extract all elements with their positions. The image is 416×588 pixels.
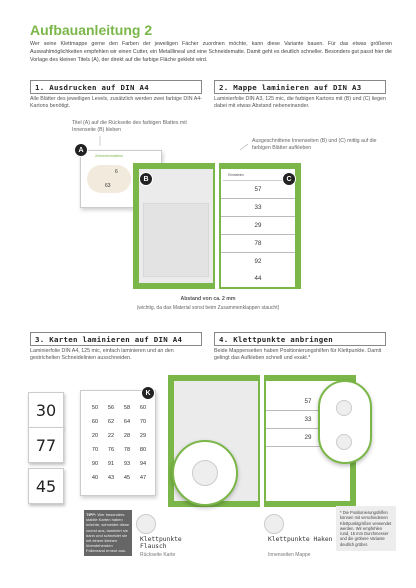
number-row: 57 — [221, 181, 295, 199]
number-row: 29 — [266, 429, 350, 447]
grid-row — [87, 471, 151, 485]
grid-row — [87, 457, 151, 471]
velcro-hook-icon — [264, 514, 284, 534]
gap-label: Abstand von ca. 2 mm — [180, 296, 236, 302]
callout-title-a: Titel (A) auf die Rückseite des farbigen Blattes mit Innenseite (B) kleben — [72, 120, 187, 133]
velcro-soft-sub: Rückseite Karte — [140, 552, 176, 558]
step3-heading: 3. Karten laminieren auf DIN A4 — [30, 332, 202, 346]
step4-desc: Beide Mappenseiten haben Positionierungshilfen für Klettpunkte. Damit gelingt das Aufkleben schnell und exakt.* — [214, 348, 382, 362]
step3-desc: Laminierfolie DIN A4, 125 mic, einfach laminieren und an den gestrichelten Schneidelinien ausschneiden. — [30, 348, 174, 362]
fold-gap-2 — [260, 375, 264, 507]
grid-cell: 70 — [91, 447, 99, 453]
step2-desc: Laminierfolie DIN A3, 125 mic, die farbigen Kartons mit (B) und (C) liegen dabei mit etwas Abstand nebeneinander. — [214, 96, 386, 110]
badge-b: B — [139, 172, 153, 186]
grid-cell: 90 — [91, 461, 99, 467]
velcro-hook-label: Klettpunkte Haken — [268, 536, 333, 543]
tip-label: TIPP: — [86, 512, 97, 517]
grid-row — [87, 401, 151, 415]
velcro-hook-sub: Innenseiten Mappe — [268, 552, 311, 558]
grid-row — [87, 415, 151, 429]
zoom-circle-right — [318, 380, 372, 464]
grid-cell: 29 — [139, 433, 147, 439]
grid-row — [87, 443, 151, 457]
badge-a: A — [74, 143, 88, 157]
folder-left-panel — [139, 169, 213, 283]
cloud-number-2: 63 — [105, 183, 111, 189]
grid-cell: 43 — [107, 475, 115, 481]
velcro-dot-icon — [336, 434, 352, 450]
grid-cell: 28 — [123, 433, 131, 439]
number-card: 45 — [28, 468, 64, 504]
grid-cell: 64 — [123, 419, 131, 425]
grid-cell: 62 — [107, 419, 115, 425]
grid-cell: 20 — [91, 433, 99, 439]
pocket-outline — [143, 203, 209, 277]
cloud-number-1: 6 — [115, 169, 118, 175]
step1-heading: 1. Ausdrucken auf DIN A4 — [30, 80, 202, 94]
page-title: Aufbauanleitung 2 — [30, 22, 153, 38]
header-label: Einmaleins — [228, 173, 244, 177]
callout-inner-bc: Ausgeschnittene Innenseiten (B) und (C) mittig auf die farbigen Blätter aufkleben — [252, 138, 377, 151]
footnote-box: * Die Positionierungshilfen können mit verschiedenen Klettpunktgrößen verwendet werden. Wir empfehlen rund, 15 mm Durchmesser und die gröbere Variante deutlich gröber. — [336, 506, 396, 551]
grid-cell: 60 — [91, 419, 99, 425]
gap-note: (wichtig, da das Material sonst beim Zusammenklappen staucht) — [136, 305, 280, 311]
number-row: 44 — [221, 269, 295, 287]
grid-cell: 56 — [107, 405, 115, 411]
number-row: 78 — [221, 235, 295, 253]
grid-cell: 94 — [139, 461, 147, 467]
grid-cell: 60 — [139, 405, 147, 411]
velcro-soft-icon — [136, 514, 156, 534]
title-card-text: Zehnereinmaleins — [95, 154, 123, 158]
answer-sheet-k — [80, 390, 156, 496]
number-row: 33 — [266, 411, 350, 429]
step1-desc: Alle Blätter des jeweiligen Levels, zusätzlich werden zwei farbige DIN A4-Kartons benötigt. — [30, 96, 202, 110]
intro-text: Wer seine Klettmappe gerne den Farben der jeweiligen Fächer zuordnen möchte, kann diese Variante bauen. Für das etwas größeren Auswahlmöglichkeiten empfehlen wir einen Cutter, ein Metalllineal und eine Schneidematte. Damit geht es deutlich schneller. Besonders gut passt hier die Vorlage des kleinen Titels (A), der direkt auf die farbige Fläche geklebt wird. — [30, 41, 392, 64]
grid-row — [87, 429, 151, 443]
answer-grid — [87, 401, 151, 485]
fold-gap — [215, 163, 219, 289]
number-row: 33 — [221, 199, 295, 217]
grid-cell: 47 — [139, 475, 147, 481]
number-row: 29 — [221, 217, 295, 235]
badge-k: K — [141, 386, 155, 400]
zoom-circle-left — [172, 440, 238, 506]
tip-text: Wer besonders stabile Karten haben möchte, schneidet diese zuerst aus, laminiert sie dann und schneidet sie mit einem kleinen überstehenden Folienrand erneut aus. — [86, 512, 130, 554]
grid-cell: 70 — [139, 419, 147, 425]
grid-cell: 93 — [123, 461, 131, 467]
number-card: 77 — [28, 427, 64, 463]
badge-c: C — [282, 172, 296, 186]
grid-cell: 80 — [139, 447, 147, 453]
velcro-dot-icon — [336, 400, 352, 416]
tip-box — [84, 510, 132, 556]
step2-heading: 2. Mappe laminieren auf DIN A3 — [214, 80, 386, 94]
grid-cell: 78 — [123, 447, 131, 453]
number-card: 30 — [28, 392, 64, 428]
grid-cell: 58 — [123, 405, 131, 411]
grid-cell: 22 — [107, 433, 115, 439]
grid-cell: 91 — [107, 461, 115, 467]
number-row: 92 — [221, 253, 295, 271]
velcro-soft-label: Klettpunkte Flausch — [140, 536, 182, 550]
grid-cell: 50 — [91, 405, 99, 411]
step4-heading: 4. Klettpunkte anbringen — [214, 332, 386, 346]
velcro-dot-icon — [192, 460, 218, 486]
number-row: 57 — [266, 393, 350, 411]
open-folder — [133, 163, 301, 289]
folder-right-panel — [221, 169, 295, 283]
grid-cell: 40 — [91, 475, 99, 481]
grid-cell: 76 — [107, 447, 115, 453]
grid-cell: 45 — [123, 475, 131, 481]
